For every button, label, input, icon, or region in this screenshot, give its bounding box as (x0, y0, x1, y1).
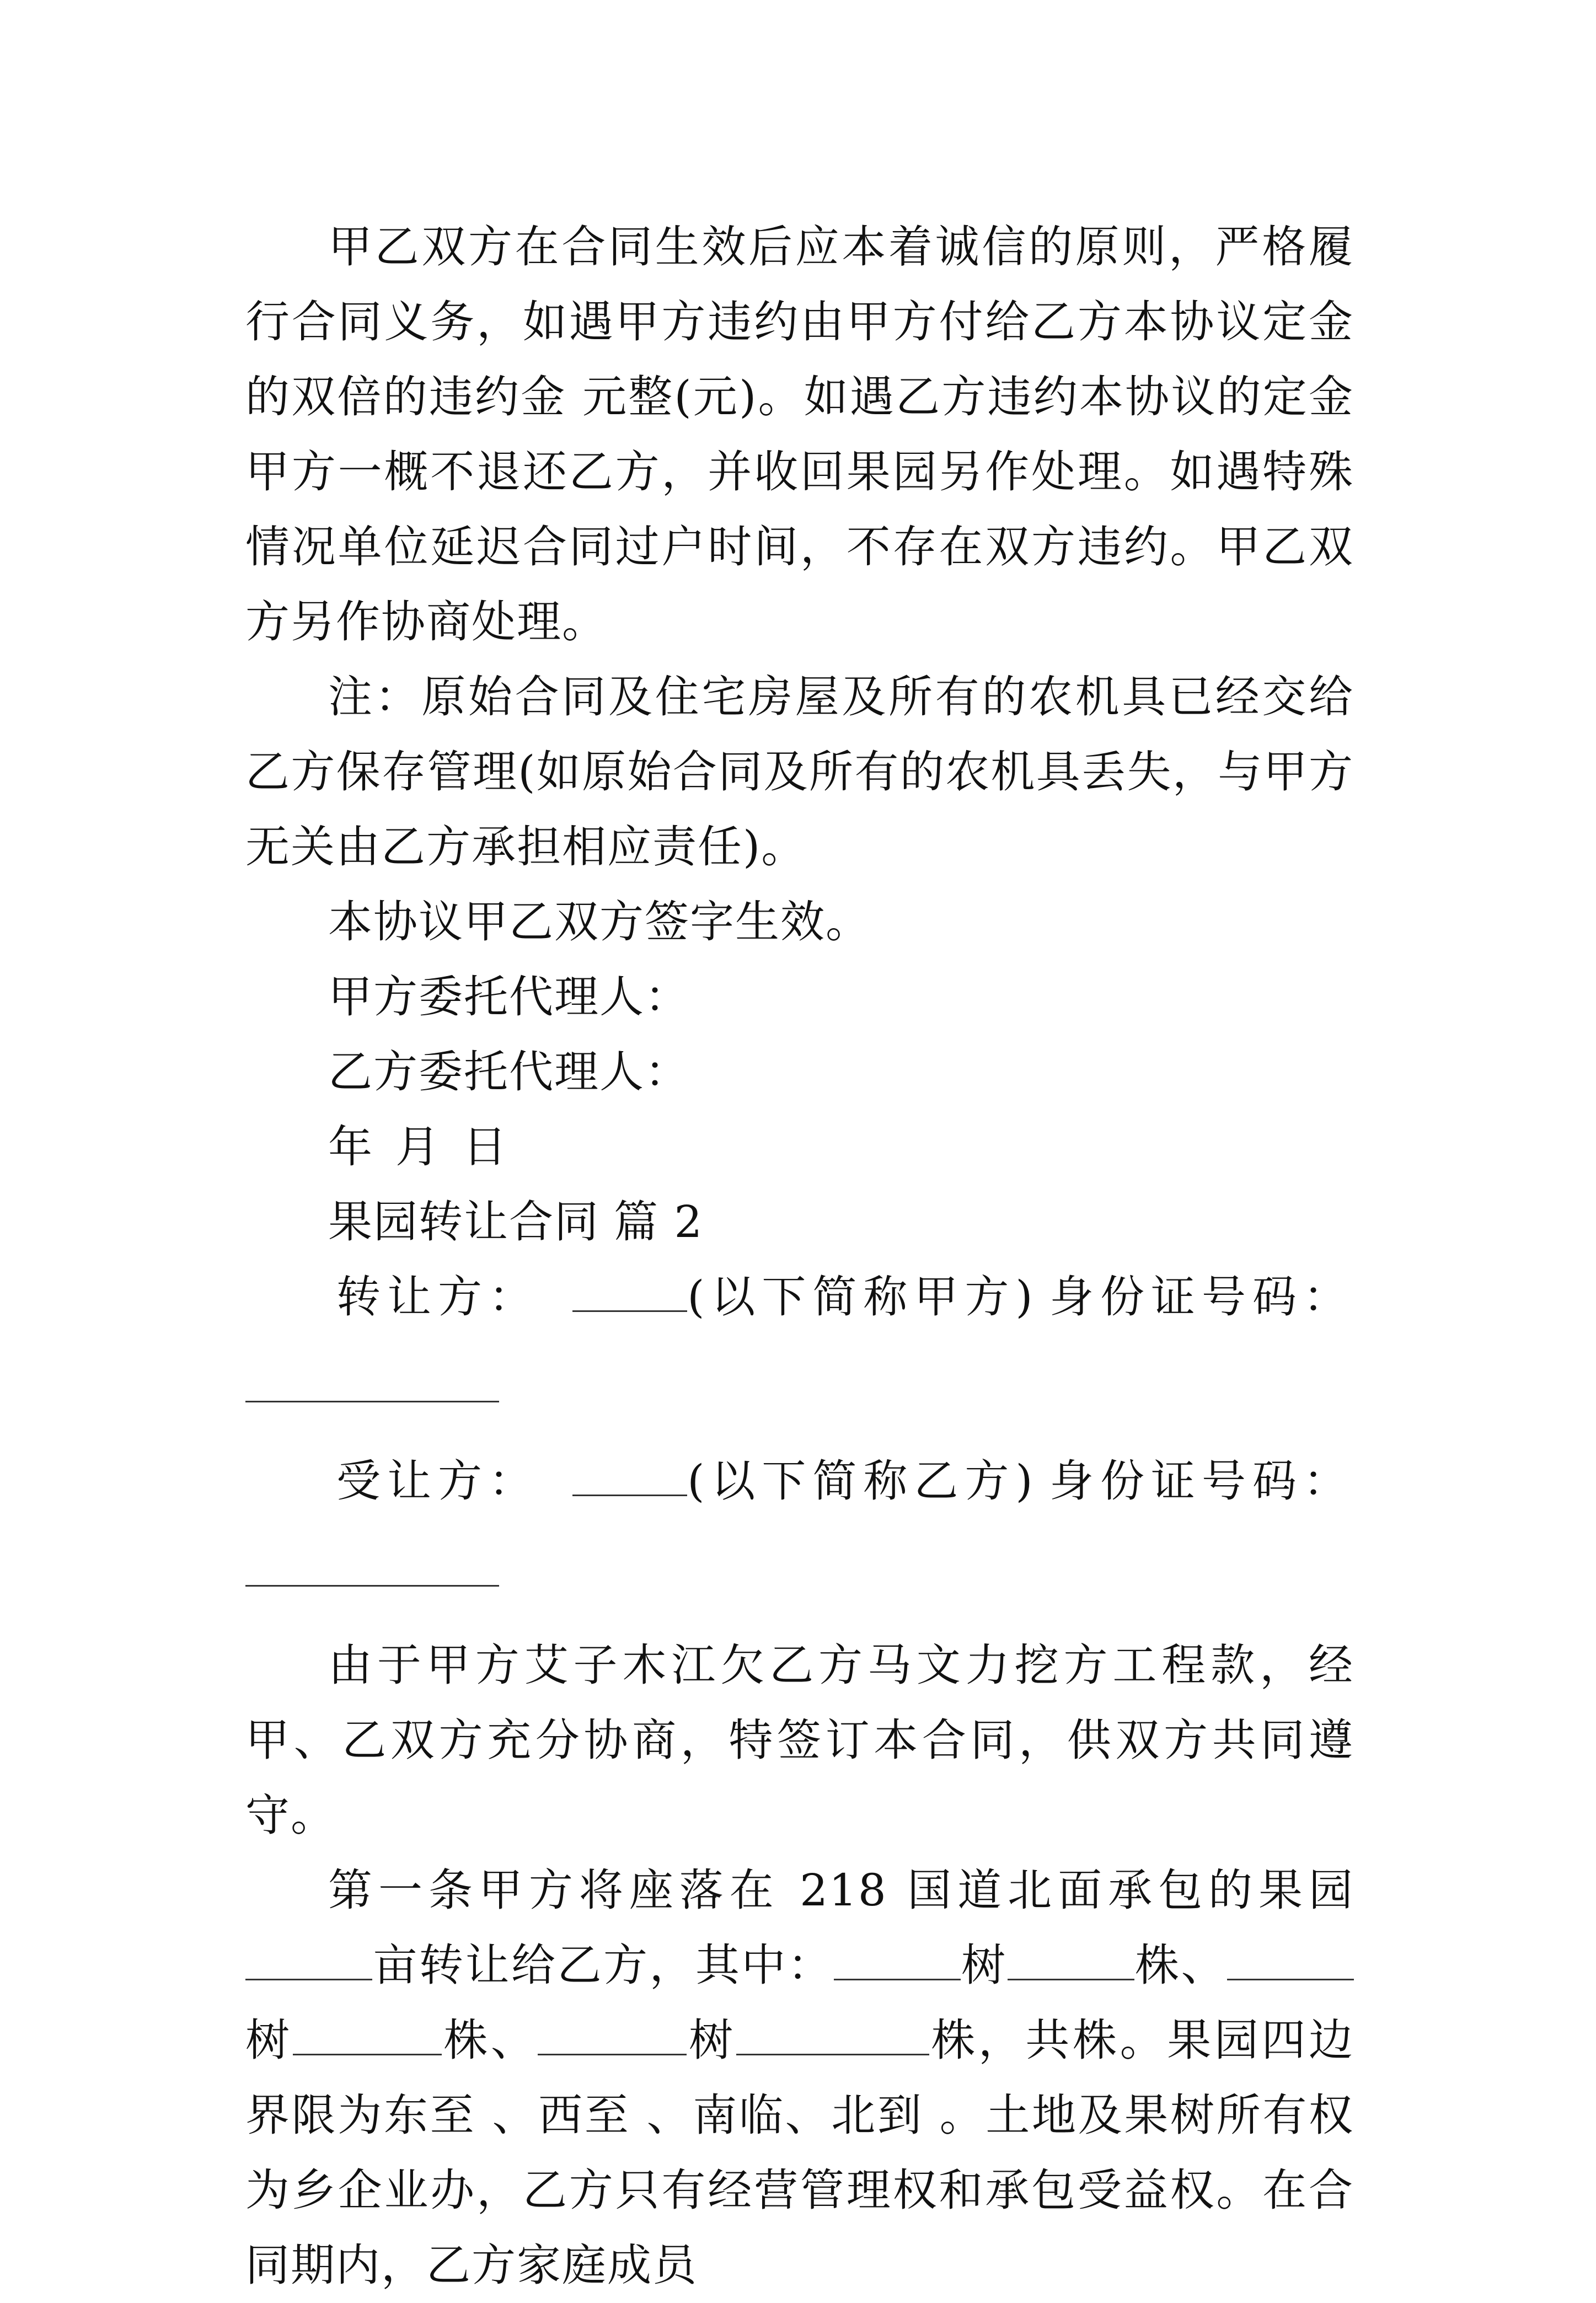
section-title: 果园转让合同 (328, 1196, 599, 1247)
date-day: 日 (463, 1121, 508, 1172)
tree-count-blank-2 (293, 2015, 442, 2055)
article-1-stem-2: 株、 (441, 2015, 538, 2066)
transferor-id-blank (245, 1401, 499, 1402)
paragraph-note: 注：原始合同及住宅房屋及所有的农机具已经交给乙方保存管理(如原始合同及所有的农机具丢失，与甲方无关由乙方承担相应责任)。 (245, 671, 1354, 872)
transferee-label: 受让方： (336, 1455, 539, 1507)
transferor-label: 转让方： (336, 1271, 539, 1322)
article-1-tree-3: 树 (687, 2015, 736, 2066)
transferee-name-blank (572, 1456, 687, 1496)
paragraph-effective: 本协议甲乙双方签字生效。 (328, 896, 871, 947)
article-1 (245, 1853, 1354, 2303)
paragraph-preamble: 由于甲方艾子木江欠乙方马文力挖方工程款，经甲、乙双方充分协商，特签订本合同，供双方共同遵守。 (245, 1640, 1354, 1841)
transferee-row (245, 1444, 1354, 1519)
section-number: 篇 2 (614, 1196, 704, 1247)
article-1-transfer: 转让给乙方，其中： (419, 1940, 834, 1991)
paragraph-breach: 甲乙双方在合同生效后应本着诚信的原则，严格履行合同义务，如遇甲方违约由甲方付给乙方本协议定金的双倍的违约金 元整(元)。如遇乙方违约本协议的定金甲方一概不退还乙方，并收回果园另作处理。如遇特殊情况单位延迟合同过户时间，不存在双方违约。甲乙双方另作协商处理。 (245, 221, 1354, 647)
section-heading (245, 1185, 1354, 1260)
transferee-note: (以下简称乙方) (687, 1455, 1040, 1507)
article-1-rest: 株，共株。果园四边界限为东至 、西至 、南临、北到 。土地及果树所有权为乡企业办，乙方只有经营管理权和承包受益权。在合同期内，乙方家庭成员 (245, 2015, 1354, 2291)
tree-count-blank-3 (736, 2015, 929, 2055)
transferor-note: (以下简称甲方) (687, 1271, 1040, 1322)
tree-type-blank-3 (538, 2015, 687, 2055)
transferor-row (245, 1260, 1354, 1335)
tree-type-blank-2 (1227, 1940, 1354, 1980)
party-a-agent: 甲方委托代理人： (328, 971, 690, 1022)
party-b-agent: 乙方委托代理人： (328, 1046, 690, 1097)
transferee-id-label: 身份证号码： (1049, 1455, 1354, 1507)
article-1-intro: 第一条甲方将座落在 218 国道北面承包的果园 (328, 1865, 1354, 1916)
article-1-tree-2: 树 (245, 2015, 293, 2066)
article-1-stem-1: 株、 (1134, 1940, 1227, 1991)
tree-type-blank-1 (834, 1940, 961, 1980)
transferor-id-label: 身份证号码： (1049, 1271, 1354, 1322)
date-line (245, 1110, 1354, 1185)
date-month: 月 (395, 1121, 441, 1172)
contract-page (245, 210, 1354, 2303)
area-blank (245, 1940, 372, 1980)
transferor-name-blank (572, 1272, 687, 1312)
article-1-tree-1: 树 (960, 1940, 1008, 1991)
tree-count-blank-1 (1008, 1940, 1134, 1980)
date-year: 年 (328, 1121, 373, 1172)
transferee-id-blank (245, 1585, 499, 1587)
article-1-mu: 亩 (372, 1940, 419, 1991)
